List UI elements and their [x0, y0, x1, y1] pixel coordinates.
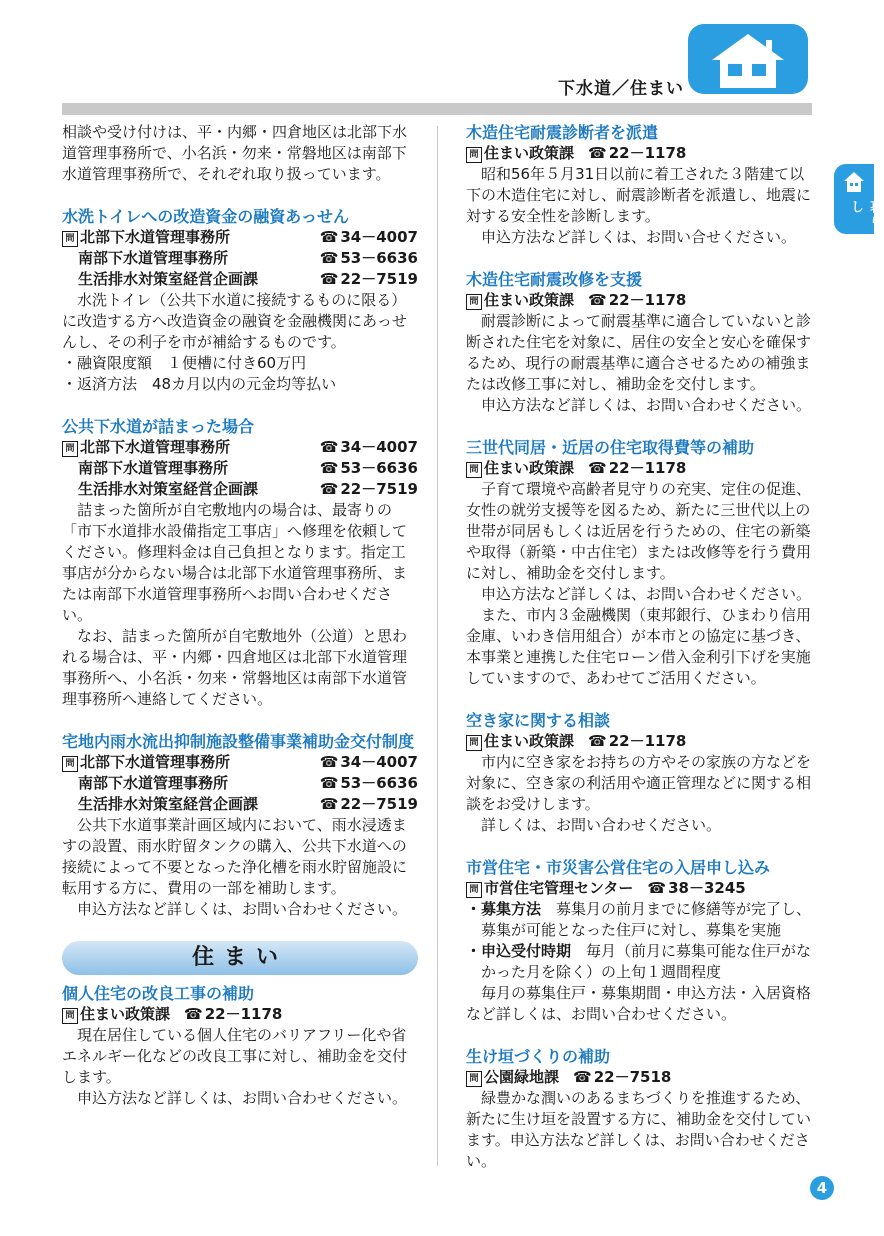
- section-seismic-retrofit: [466, 269, 816, 416]
- inquiry-mark: 問: [466, 147, 482, 163]
- inquiry-mark: 問: [62, 231, 78, 247]
- phone-icon: ☎: [319, 249, 339, 267]
- dept-name: 生活排水対策室経営企画課: [78, 480, 259, 498]
- section-title: 木造住宅耐震診断者を派遣: [466, 123, 659, 142]
- column-divider: [437, 126, 438, 1166]
- phone-number: 34－4007: [340, 753, 418, 771]
- housing-banner: 住まい: [62, 941, 418, 975]
- section-body: 詰まった箇所が自宅敷地内の場合は、最寄りの「市下水道排水設備指定工事店」へ修理を依頼してください。修理料金は自己負担となります。指定工事店が分からない場合は北部下水道管理事務所、または南部下水道管理事務所へお問い合わせください。: [62, 501, 408, 624]
- section-body: 子育て環境や高齢者見守りの充実、定住の促進、女性の就労支援等を図るため、新たに三世代以上の世帯が同居もしくは近居を行うための、住宅の新築や取得（新築・中古住宅）または改修等を行う費用に対し、補助金を交付します。: [466, 480, 812, 582]
- contact-row: [62, 479, 418, 500]
- contact-row: [466, 1067, 816, 1088]
- bullet-text: 募集月の前月までに修繕等が完了し、募集が可能となった住戸に対し、募集を実施: [481, 900, 812, 939]
- contact-row: [62, 248, 418, 269]
- bullet-key: ・申込受付時期: [466, 942, 572, 960]
- dept-name: 市営住宅管理センター: [484, 879, 634, 897]
- phone-icon: ☎: [319, 753, 339, 771]
- phone-number: 53－6636: [340, 249, 418, 267]
- phone-icon: ☎: [319, 774, 339, 792]
- section-body: 申込方法など詳しくは、お問い合わせください。: [77, 1089, 408, 1107]
- phone-number: 53－6636: [340, 459, 418, 477]
- phone-number: 22－7519: [340, 480, 418, 498]
- contact-row: [62, 437, 418, 458]
- top-divider-bar: [62, 103, 812, 115]
- phone-icon: ☎: [588, 732, 607, 750]
- dept-name: 住まい政策課: [484, 144, 575, 162]
- phone-number: 22－7519: [340, 795, 418, 813]
- section-home-improvement: [62, 983, 418, 1109]
- dept-name: 公園緑地課: [484, 1068, 560, 1086]
- section-hedge-subsidy: [466, 1046, 816, 1172]
- contact-row: [62, 458, 418, 479]
- phone-number: 22－1178: [608, 291, 687, 309]
- dept-name: 南部下水道管理事務所: [78, 249, 229, 267]
- phone-icon: ☎: [319, 228, 339, 246]
- section-title: 三世代同居・近居の住宅取得費等の補助: [466, 438, 755, 457]
- section-body: 市内に空き家をお持ちの方やその家族の方などを対象に、空き家の利活用や適正管理などに関する相談をお受けします。: [466, 753, 812, 813]
- section-sewer-clog: [62, 416, 418, 710]
- phone-icon: ☎: [184, 1005, 203, 1023]
- section-body: 申込方法など詳しくは、お問い合わせください。: [77, 900, 408, 918]
- phone-icon: ☎: [319, 438, 339, 456]
- section-body: 申込方法など詳しくは、お問い合せください。: [481, 228, 797, 246]
- section-seismic-diagnosis: [466, 122, 816, 248]
- inquiry-mark: 問: [62, 441, 78, 457]
- contact-row: [466, 143, 816, 164]
- section-title: 水洗トイレへの改造資金の融資あっせん: [62, 207, 350, 226]
- house-header-badge: [688, 24, 808, 94]
- bullet-item: [466, 941, 816, 983]
- phone-number: 22－1178: [608, 459, 687, 477]
- right-column: [466, 122, 816, 1193]
- section-vacant-house: [466, 710, 816, 836]
- dept-name: 生活排水対策室経営企画課: [78, 270, 259, 288]
- dept-name: 住まい政策課: [80, 1005, 171, 1023]
- phone-number: 22－1178: [608, 732, 687, 750]
- house-icon: [700, 30, 796, 90]
- phone-number: 34－4007: [340, 228, 418, 246]
- section-title: 木造住宅耐震改修を支援: [466, 270, 643, 289]
- section-body: 水洗トイレ（公共下水道に接続するものに限る）に改造する方へ改造資金の融資を金融機関にあっせんし、その利子を市が補給するものです。: [62, 291, 407, 351]
- contact-row: [62, 227, 418, 248]
- phone-number: 22－7519: [340, 270, 418, 288]
- contact-row: [466, 458, 816, 479]
- dept-name: 南部下水道管理事務所: [78, 774, 229, 792]
- contact-row: [62, 269, 418, 290]
- contact-row: [466, 731, 816, 752]
- dept-name: 住まい政策課: [484, 459, 575, 477]
- section-body: 昭和56年５月31日以前に着工された３階建て以下の木造住宅に対し、耐震診断者を派遣し、地震に対する安全性を診断します。: [466, 165, 812, 225]
- section-body: 緑豊かな潤いのあるまちづくりを推進するため、新たに生け垣を設置する方に、補助金を交付しています。申込方法など詳しくは、お問い合わせください。: [466, 1089, 812, 1170]
- intro-section: [62, 122, 418, 185]
- phone-number: 38－3245: [668, 879, 746, 897]
- inquiry-mark: 問: [466, 882, 482, 898]
- phone-icon: ☎: [319, 459, 339, 477]
- section-title: 市営住宅・市災害公営住宅の入居申し込み: [466, 858, 771, 877]
- bullet-key: ・募集方法: [466, 900, 542, 918]
- dept-name: 住まい政策課: [484, 732, 575, 750]
- side-index-tab: [834, 164, 882, 234]
- dept-name: 生活排水対策室経営企画課: [78, 795, 259, 813]
- section-title: 宅地内雨水流出抑制施設整備事業補助金交付制度: [62, 732, 415, 751]
- dept-name: 南部下水道管理事務所: [78, 459, 229, 477]
- house-icon: [842, 170, 866, 194]
- section-title: 公共下水道が詰まった場合: [62, 417, 255, 436]
- phone-icon: ☎: [588, 144, 607, 162]
- phone-icon: ☎: [588, 459, 607, 477]
- phone-number: 22－7518: [593, 1068, 672, 1086]
- section-body: 耐震診断によって耐震基準に適合していないと診断された住宅を対象に、居住の安全と安心を確保するため、現行の耐震基準に適合させるための補強または改修工事に対し、補助金を交付します。: [466, 312, 812, 393]
- section-toilet-loan: [62, 206, 418, 395]
- contact-row: [62, 773, 418, 794]
- phone-number: 22－1178: [204, 1005, 283, 1023]
- inquiry-mark: 問: [466, 294, 482, 310]
- contact-row: [62, 794, 418, 815]
- bullet-item: ・融資限度額 １便槽に付き60万円: [62, 354, 307, 372]
- phone-number: 53－6636: [340, 774, 418, 792]
- inquiry-mark: 問: [62, 1008, 78, 1024]
- contact-row: [62, 1004, 418, 1025]
- section-body: 申込方法など詳しくは、お問い合わせください。: [481, 396, 812, 414]
- bullet-item: ・返済方法 48カ月以内の元金均等払い: [62, 375, 337, 393]
- page-section-title: 下水道／住まい: [558, 79, 684, 99]
- contact-row: [466, 878, 816, 899]
- section-rainwater-subsidy: [62, 731, 418, 920]
- section-municipal-housing: [466, 857, 816, 1025]
- bullet-item: [466, 899, 816, 941]
- phone-icon: ☎: [573, 1068, 592, 1086]
- inquiry-mark: 問: [466, 462, 482, 478]
- phone-number: 22－1178: [608, 144, 687, 162]
- contact-row: [466, 290, 816, 311]
- dept-name: 住まい政策課: [484, 291, 575, 309]
- inquiry-mark: 問: [466, 735, 482, 751]
- section-body: 毎月の募集住戸・募集期間・申込方法・入居資格など詳しくは、お問い合わせください。: [466, 984, 812, 1023]
- section-body: 現在居住している個人住宅のバリアフリー化や省エネルギー化などの改良工事に対し、補助金を交付します。: [62, 1026, 408, 1086]
- inquiry-mark: 問: [466, 1071, 482, 1087]
- phone-icon: ☎: [319, 270, 339, 288]
- phone-icon: ☎: [319, 480, 339, 498]
- intro-text: 相談や受け付けは、平・内郷・四倉地区は北部下水道管理事務所で、小名浜・勿来・常磐地区は南部下水道管理事務所で、それぞれ取り扱っています。: [62, 123, 408, 183]
- phone-number: 34－4007: [340, 438, 418, 456]
- section-three-generation: [466, 437, 816, 689]
- contact-row: [62, 752, 418, 773]
- section-body: 詳しくは、お問い合わせください。: [481, 816, 722, 834]
- phone-icon: ☎: [319, 795, 339, 813]
- page-number: 4: [810, 1176, 834, 1200]
- section-body: なお、詰まった箇所が自宅敷地外（公道）と思われる場合は、平・内郷・四倉地区は北部下水道管理事務所へ、小名浜・勿来・常磐地区は南部下水道管理事務所へ連絡してください。: [62, 627, 408, 708]
- section-body: また、市内３金融機関（東邦銀行、ひまわり信用金庫、いわき信用組合）が本市との協定に基づき、本事業と連携した住宅ローン借入金利引下げを実施していますので、あわせてご活用ください。: [466, 606, 812, 687]
- phone-icon: ☎: [647, 879, 667, 897]
- bullet-text: 毎月（前月に募集可能な住戸がなかった月を除く）の上旬１週間程度: [481, 942, 812, 981]
- section-body: 申込方法など詳しくは、お問い合わせください。: [481, 585, 812, 603]
- section-title: 個人住宅の改良工事の補助: [62, 984, 255, 1003]
- dept-name: 北部下水道管理事務所: [80, 438, 231, 456]
- phone-icon: ☎: [588, 291, 607, 309]
- section-title: 生け垣づくりの補助: [466, 1047, 611, 1066]
- section-body: 公共下水道事業計画区域内において、雨水浸透ますの設置、雨水貯留タンクの購入、公共下水道への接続によって不要となった浄化槽を雨水貯留施設に転用する方に、費用の一部を補助します。: [62, 816, 408, 897]
- section-title: 空き家に関する相談: [466, 711, 611, 730]
- inquiry-mark: 問: [62, 756, 78, 772]
- dept-name: 北部下水道管理事務所: [80, 228, 231, 246]
- side-tab-label: 暮らし: [848, 200, 882, 226]
- left-column: [62, 122, 418, 1130]
- dept-name: 北部下水道管理事務所: [80, 753, 231, 771]
